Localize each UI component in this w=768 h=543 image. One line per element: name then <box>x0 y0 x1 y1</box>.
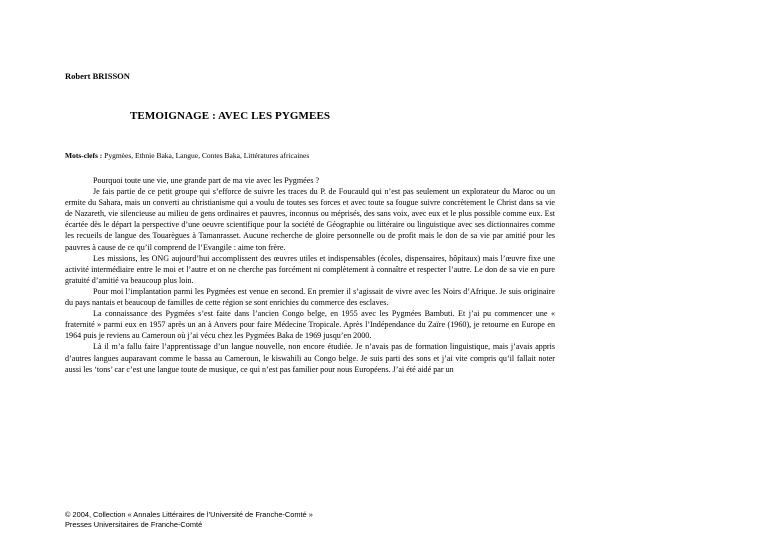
body-paragraph: Pour moi l’implantation parmi les Pygmées est venue en second. En premier il s’agissait de vivre avec les Noirs d’Afrique. Je suis originaire du pays nantais et beaucoup de familles de cette région se sont enrichies du commerce des esclaves. <box>65 286 555 308</box>
body-paragraph: La connaissance des Pygmées s’est faite dans l’ancien Congo belge, en 1955 avec les Pygmées Bambuti. Et j’ai pu commencer une « fraternité » parmi eux en 1957 après un an à Anvers pour faire Médecine Tropicale. Après l’Indépendance du Zaïre (1960), je retourne en Europe en 1964 puis je reviens au Cameroun où j’ai vécu chez les Pygmées Baka de 1969 jusqu’en 2000. <box>65 309 555 341</box>
author-name: Robert BRISSON <box>65 71 130 81</box>
publisher-line: Presses Universitaires de Franche-Comté <box>65 519 203 529</box>
article-body <box>65 175 555 375</box>
keywords-line <box>65 151 585 160</box>
body-paragraph: Pourquoi toute une vie, une grande part de ma vie avec les Pygmées ? <box>93 176 320 185</box>
article-title: TEMOIGNAGE : AVEC LES PYGMEES <box>130 110 331 122</box>
copyright-footer <box>65 510 313 529</box>
keywords-label: Mots-clefs : <box>65 151 103 160</box>
body-paragraph: Les missions, les ONG aujourd’hui accomplissent des œuvres utiles et indispensables (écoles, dispensaires, hôpitaux) mais l’œuvre fixe une activité intermédiaire entre le moi et l’autre et on ne cherche pas forcément ni complètement à connaître et respecter l’autre. Le don de sa vie en pure gratuité d’amitié va beaucoup plus loin. <box>65 253 555 285</box>
body-paragraph: Je fais partie de ce petit groupe qui s’efforce de suivre les traces du P. de Foucauld qui n’est pas seulement un explorateur du Maroc ou un ermite du Sahara, mais un converti au christianisme qui a voulu de toutes ses forces et avec toute sa fougue suivre concrètement le Christ dans sa vie de Nazareth, vie silencieuse au milieu de gens ordinaires et pauvres, inconnus ou méprisés, des sans voix, avec eux et le plus possible comme eux. Est écartée dès le départ la perspective d’une oeuvre scientifique pour la société de Géographie ou littéraire ou linguistique avec ses dictionnaires comme les recueils de langue des Touarègues à Tamanrasset. Aucune recherche de gloire personnelle ou de profit mais le don de sa vie par amitié pour les pauvres à cause de ce qu’il comprend de l’Evangile : aime ton frère. <box>65 187 555 252</box>
keywords-text: Pygmèes, Ethnie Baka, Langue, Contes Baka, Littératures africaines <box>102 151 310 160</box>
copyright-line: © 2004, Collection « Annales Littéraires de l’Université de Franche-Comté » <box>65 510 313 519</box>
body-paragraph: Là il m’a fallu faire l’apprentissage d’un langue nouvelle, non encore étudiée. Je n’avais pas de formation linguistique, mais j’avais appris d’autres langues auparavant comme le bassa au Cameroun, le kiswahili au Congo belge. Je suis parti des sons et j’ai vite compris qu’il fallait noter aussi les ‘tons’ car c’est une langue toute de musique, ce qui n’est pas familier pour nous Européens. J’ai été aidé par un <box>65 342 555 374</box>
